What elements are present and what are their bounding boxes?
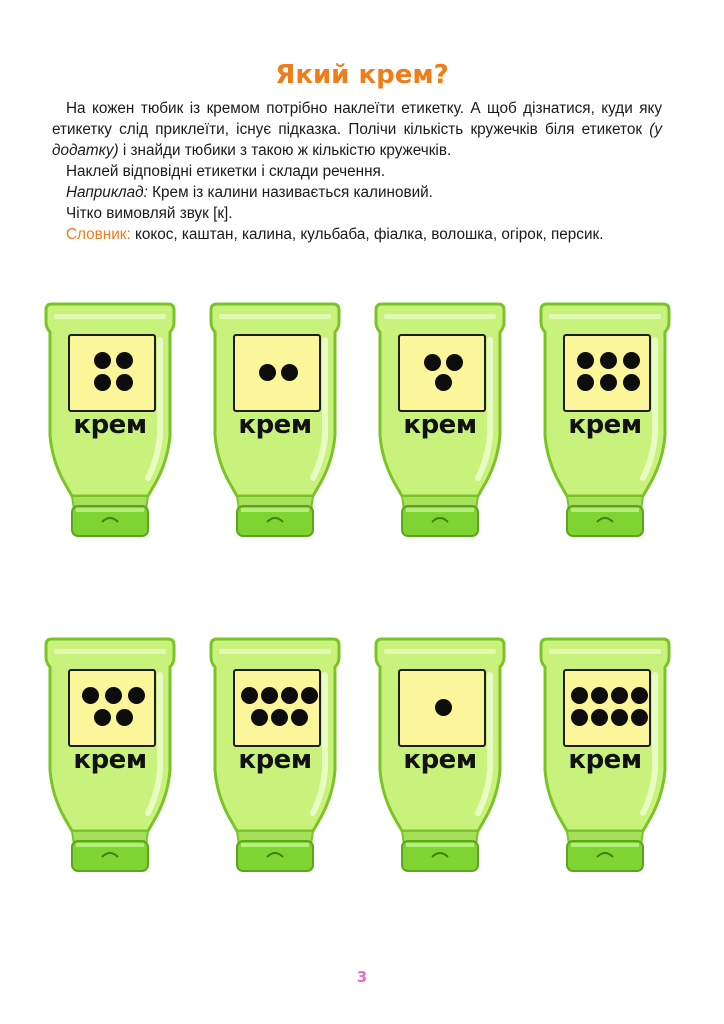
tube-label: крем bbox=[568, 410, 642, 440]
dot bbox=[611, 687, 628, 704]
vocabulary-label: Словник: bbox=[66, 226, 131, 243]
example-text: Крем із калини називається калиновий. bbox=[147, 184, 433, 201]
dot bbox=[631, 709, 648, 726]
dot-label-box bbox=[398, 669, 486, 747]
dot bbox=[94, 374, 111, 391]
dot bbox=[82, 687, 99, 704]
dot bbox=[291, 709, 308, 726]
cream-tube[interactable] bbox=[44, 300, 184, 540]
instruction-text-1-end: і знайди тюбики з такою ж кількістю кружечків. bbox=[118, 142, 452, 159]
dot bbox=[281, 364, 298, 381]
vocabulary-list: кокос, каштан, калина, кульбаба, фіалка, волошка, огірок, персик. bbox=[130, 226, 604, 243]
cream-tube[interactable] bbox=[209, 635, 349, 875]
cream-tube[interactable] bbox=[44, 635, 184, 875]
dot bbox=[261, 687, 278, 704]
cream-tube[interactable] bbox=[539, 635, 679, 875]
page-number: 3 bbox=[356, 968, 368, 986]
dot bbox=[435, 374, 452, 391]
page-title: Який крем? bbox=[275, 60, 449, 90]
tube-label: крем bbox=[403, 410, 477, 440]
dot-label-box bbox=[68, 334, 156, 412]
cream-tube[interactable] bbox=[374, 635, 514, 875]
dot bbox=[446, 354, 463, 371]
example-label: Наприклад: bbox=[66, 184, 148, 201]
dot bbox=[116, 352, 133, 369]
dot-label-box bbox=[233, 334, 321, 412]
dot bbox=[259, 364, 276, 381]
dot bbox=[591, 709, 608, 726]
dot bbox=[281, 687, 298, 704]
cream-tube[interactable] bbox=[539, 300, 679, 540]
instruction-italic-note: (у додатку) bbox=[52, 121, 662, 159]
dot bbox=[600, 352, 617, 369]
dot-label-box bbox=[398, 334, 486, 412]
dot bbox=[301, 687, 318, 704]
dot bbox=[94, 352, 111, 369]
cream-tube[interactable] bbox=[209, 300, 349, 540]
dot bbox=[631, 687, 648, 704]
tube-label: крем bbox=[238, 410, 312, 440]
dot bbox=[116, 709, 133, 726]
dot-label-box bbox=[68, 669, 156, 747]
dot bbox=[128, 687, 145, 704]
tube-label: крем bbox=[73, 745, 147, 775]
dot bbox=[623, 352, 640, 369]
dot bbox=[611, 709, 628, 726]
tube-label: крем bbox=[238, 745, 312, 775]
dot bbox=[577, 352, 594, 369]
dot bbox=[94, 709, 111, 726]
dot bbox=[116, 374, 133, 391]
cream-tube[interactable] bbox=[374, 300, 514, 540]
dot bbox=[577, 374, 594, 391]
dot bbox=[591, 687, 608, 704]
dot-label-box bbox=[563, 669, 651, 747]
tube-label: крем bbox=[568, 745, 642, 775]
tube-label: крем bbox=[73, 410, 147, 440]
dot bbox=[424, 354, 441, 371]
dot bbox=[251, 709, 268, 726]
dot bbox=[105, 687, 122, 704]
dot-label-box bbox=[563, 334, 651, 412]
dot bbox=[571, 687, 588, 704]
tube-label: крем bbox=[403, 745, 477, 775]
dot bbox=[271, 709, 288, 726]
instruction-paragraph-4: Чітко вимовляй звук [к]. bbox=[66, 205, 233, 222]
dot bbox=[571, 709, 588, 726]
dot bbox=[435, 699, 452, 716]
instruction-paragraph-2: Наклей відповідні етикетки і склади речення. bbox=[66, 163, 386, 180]
instruction-text-1: На кожен тюбик із кремом потрібно наклеїти етикетку. А щоб дізнатися, куди яку етикетку слід приклеїти, існує підказка. Полічи кількість кружечків біля етикеток bbox=[52, 100, 662, 138]
dot-label-box bbox=[233, 669, 321, 747]
dot bbox=[623, 374, 640, 391]
dot bbox=[600, 374, 617, 391]
dot bbox=[241, 687, 258, 704]
